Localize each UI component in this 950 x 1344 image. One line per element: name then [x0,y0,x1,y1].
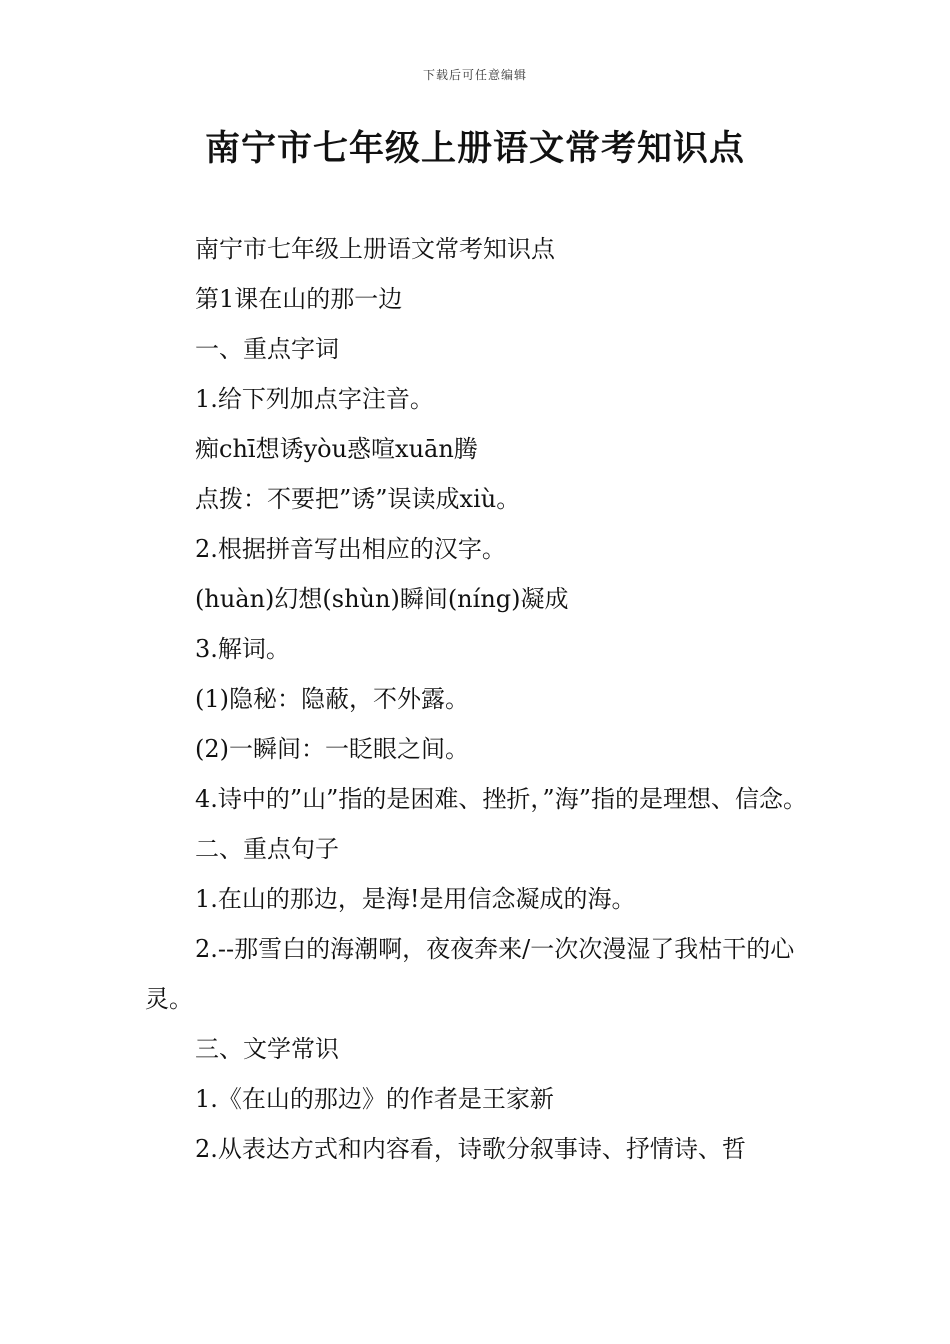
paragraph: 2.从表达方式和内容看，诗歌分叙事诗、抒情诗、哲 [195,1135,746,1163]
section-heading: 一、重点字词 [195,335,339,363]
document-body [145,224,810,1174]
paragraph: 3.解词。 [195,635,290,663]
paragraph: (2)一瞬间：一眨眼之间。 [195,735,469,763]
section-heading: 二、重点句子 [195,835,339,863]
paragraph: 1.《在山的那边》的作者是王家新 [195,1085,554,1113]
paragraph: 4.诗中的”山”指的是困难、挫折，”海”指的是理想、信念。 [195,785,807,813]
paragraph: 1.给下列加点字注音。 [195,385,434,413]
paragraph: (1)隐秘：隐蔽，不外露。 [195,685,469,713]
paragraph: 2.根据拼音写出相应的汉字。 [195,535,506,563]
section-heading: 三、文学常识 [195,1035,339,1063]
paragraph: 1.在山的那边，是海!是用信念凝成的海。 [195,885,636,913]
paragraph: 点拨：不要把”诱”误读成xiù。 [195,485,521,513]
paragraph: 痴chī想诱yòu惑喧xuān腾 [195,435,478,463]
document-title: 南宁市七年级上册语文常考知识点 [204,129,745,169]
paragraph: 2.--那雪白的海潮啊，夜夜奔来/一次次漫湿了我枯干的心灵。 [145,935,795,1013]
paragraph: 南宁市七年级上册语文常考知识点 [195,235,555,263]
paragraph: (huàn)幻想(shùn)瞬间(níng)凝成 [195,585,569,613]
paragraph: 第1课在山的那一边 [195,285,403,313]
header-note: 下载后可任意编辑 [422,68,527,82]
